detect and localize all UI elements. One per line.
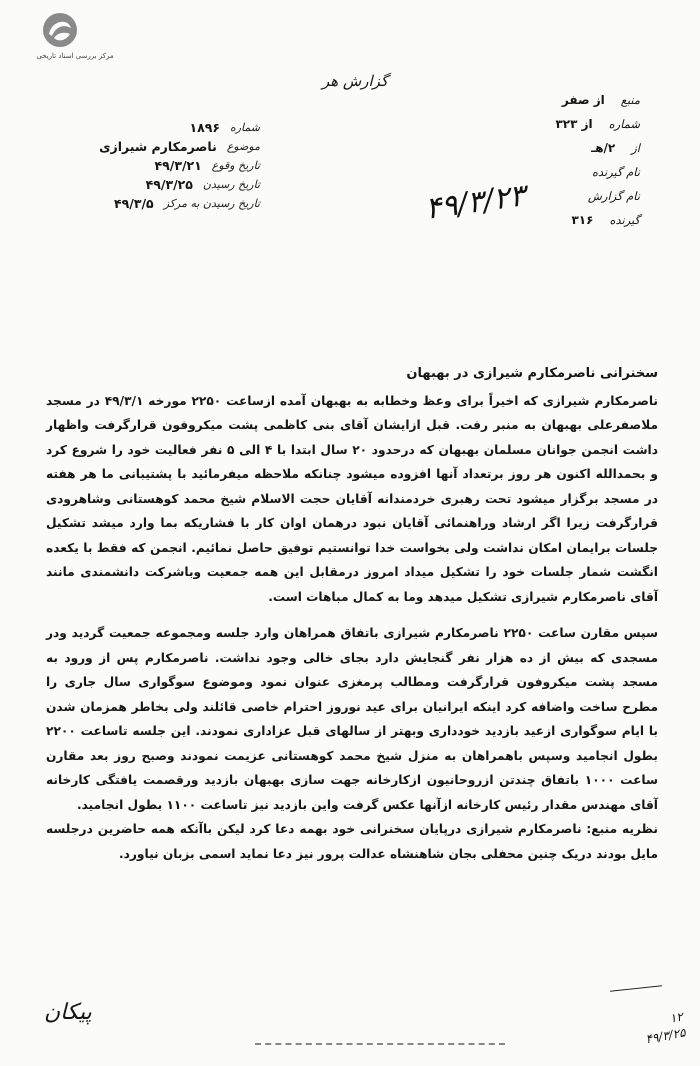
header-row-subject bbox=[40, 137, 260, 156]
source-label: نام گزارش bbox=[587, 189, 640, 203]
header-row-center-date bbox=[40, 194, 260, 213]
corner-note bbox=[642, 1009, 687, 1048]
source-label: نام گیرنده bbox=[591, 165, 640, 179]
header-label: تاریخ وقوع bbox=[211, 159, 260, 172]
source-row bbox=[450, 88, 640, 112]
header-row-number bbox=[40, 118, 260, 137]
source-label: شماره bbox=[608, 117, 640, 131]
source-label: منبع bbox=[620, 93, 640, 107]
report-heading: سخنرانی ناصرمکارم شیرازی در بهبهان bbox=[406, 366, 658, 381]
header-label: موضوع bbox=[226, 140, 260, 153]
signature: پیکان bbox=[44, 1000, 92, 1025]
header-row-received-date bbox=[40, 175, 260, 194]
source-label: گیرنده bbox=[609, 213, 640, 227]
source-row bbox=[450, 160, 640, 184]
source-value: ۲/هـ bbox=[591, 141, 616, 155]
left-header-block bbox=[40, 118, 260, 213]
logo-caption: مرکز بررسی اسناد تاریخی bbox=[36, 52, 114, 60]
header-row-occurrence-date bbox=[40, 156, 260, 175]
archive-logo-icon bbox=[40, 10, 80, 50]
header-label: تاریخ رسیدن به مرکز bbox=[163, 197, 260, 210]
paragraph-gap bbox=[46, 609, 658, 621]
header-value: ۱۸۹۶ bbox=[189, 120, 220, 135]
header-value: ناصرمکارم شیرازی bbox=[99, 139, 217, 154]
source-value: ۳۱۶ bbox=[571, 213, 594, 227]
report-paragraph-2: سپس مقارن ساعت ۲۲۵۰ ناصرمکارم شیرازی باتفاق همراهان وارد جلسه ومجموعه جمعیت گردید ودر مسجدی که بیش از ده هزار نفر گنجایش دارد بجای خالی وجود نداشت. ناصرمکارم پس از ورود به مسجد پشت میکروفون قرارگرفت ومطالب پرمغزی عنوان نمود وموضوع سوگواری سال جاری را مطرح ساخت واضافه کرد اینکه ایرانیان برای عید نوروز احترام خاصی قائلند ولی بخاطر همزمان شدن با ایام سوگواری ازعید بازدید خودداری وبهتر از سالهای قبل عزاداری نمودند. این جلسه تاساعت ۲۲۰۰ بطول انجامید وسپس باهمراهان به منزل شیخ محمد کوهستانی عزیمت نمودند وصبح روز بعد مقارن ساعت ۱۰۰۰ باتفاق چندتن ازروحانیون ازکارخانه جهت سازی بهبهان بازدید ورقصمت یافتگی کارخانه آقای مهندس مقدار رئیس کارخانه ازآنها عکس گرفت واین بازدید نیز تاساعت ۱۱۰۰ بطول انجامید. bbox=[46, 626, 658, 812]
corner-note-line-2: ۴۹/۳/۲۵ bbox=[644, 1025, 687, 1047]
source-label: از bbox=[631, 141, 640, 155]
document-title: گزارش هر bbox=[321, 72, 389, 90]
report-paragraph-1: ناصرمکارم شیرازی که اخیراً برای وعظ وخطابه به بهبهان آمده ازساعت ۲۲۵۰ مورخه ۴۹/۳/۱ در مسجد ملاصفرعلی بهبهان به منبر رفت. قبل ازایشان آقای بنی کاظمی پشت میکروفون قرارگرفت واظهار داشت انجمن جوانان مسلمان بهبهان که درحدود ۲۰ سال ابتدا با ۴ الی ۵ نفر فعالیت خود را شروع کرد و بحمدالله اکنون هر روز برتعداد آنها افزوده میشود چنانکه ملاحظه میفرمائید با پشتیبانی ما هر هفته در مسجد برگزار میشود تحت رهبری خردمندانه آقایان حجت الاسلام شیخ محمد کوهستانی وشاهرودی قرارگرفت زیرا اگر ارشاد وراهنمائی آقایان نبود درهمان اوان کار با فشاریکه بما وارد میشد تشکیل جلسات برایمان امکان نداشت ولی بخواست خدا توانستیم توفیق حاصل نمائیم. انجمن که فقط با یکعده انگشت شمار جلسات خود را تشکیل میداد امروز درمقابل این همه جمعیت وباشرکت دانشمندی مانند آقای ناصرمکارم شیرازی تشکیل میدهد وما به کمال مباهات است. bbox=[46, 393, 658, 604]
date-stamp: ۴۹/۳/۲۳ bbox=[423, 178, 528, 227]
header-value: ۴۹/۳/۲۵ bbox=[145, 177, 193, 192]
header-value: ۴۹/۳/۲۱ bbox=[154, 158, 202, 173]
report-paragraph-3: نظریه منبع: ناصرمکارم شیرازی درپایان سخنرانی خود بهمه دعا کرد لیکن باآنکه همه حاضرین درجلسه مایل بودند دریک چنین محفلی بجان شاهنشاه عدالت پرور نیز دعا نماید اسمی بزبان نیاورد. bbox=[46, 822, 658, 861]
header-label: شماره bbox=[229, 121, 260, 134]
source-row bbox=[450, 136, 640, 160]
source-value: از صفر bbox=[561, 93, 605, 107]
footer-dashed-line bbox=[255, 1043, 505, 1045]
archive-logo bbox=[12, 8, 114, 60]
corner-note-line-1: ۱۲ bbox=[668, 1009, 684, 1026]
header-label: تاریخ رسیدن bbox=[202, 178, 260, 191]
source-row bbox=[450, 112, 640, 136]
header-value: ۴۹/۳/۵ bbox=[114, 196, 154, 211]
report-body bbox=[46, 362, 658, 866]
signature-line bbox=[610, 985, 662, 991]
source-value: از ۳۲۳ bbox=[555, 117, 593, 131]
